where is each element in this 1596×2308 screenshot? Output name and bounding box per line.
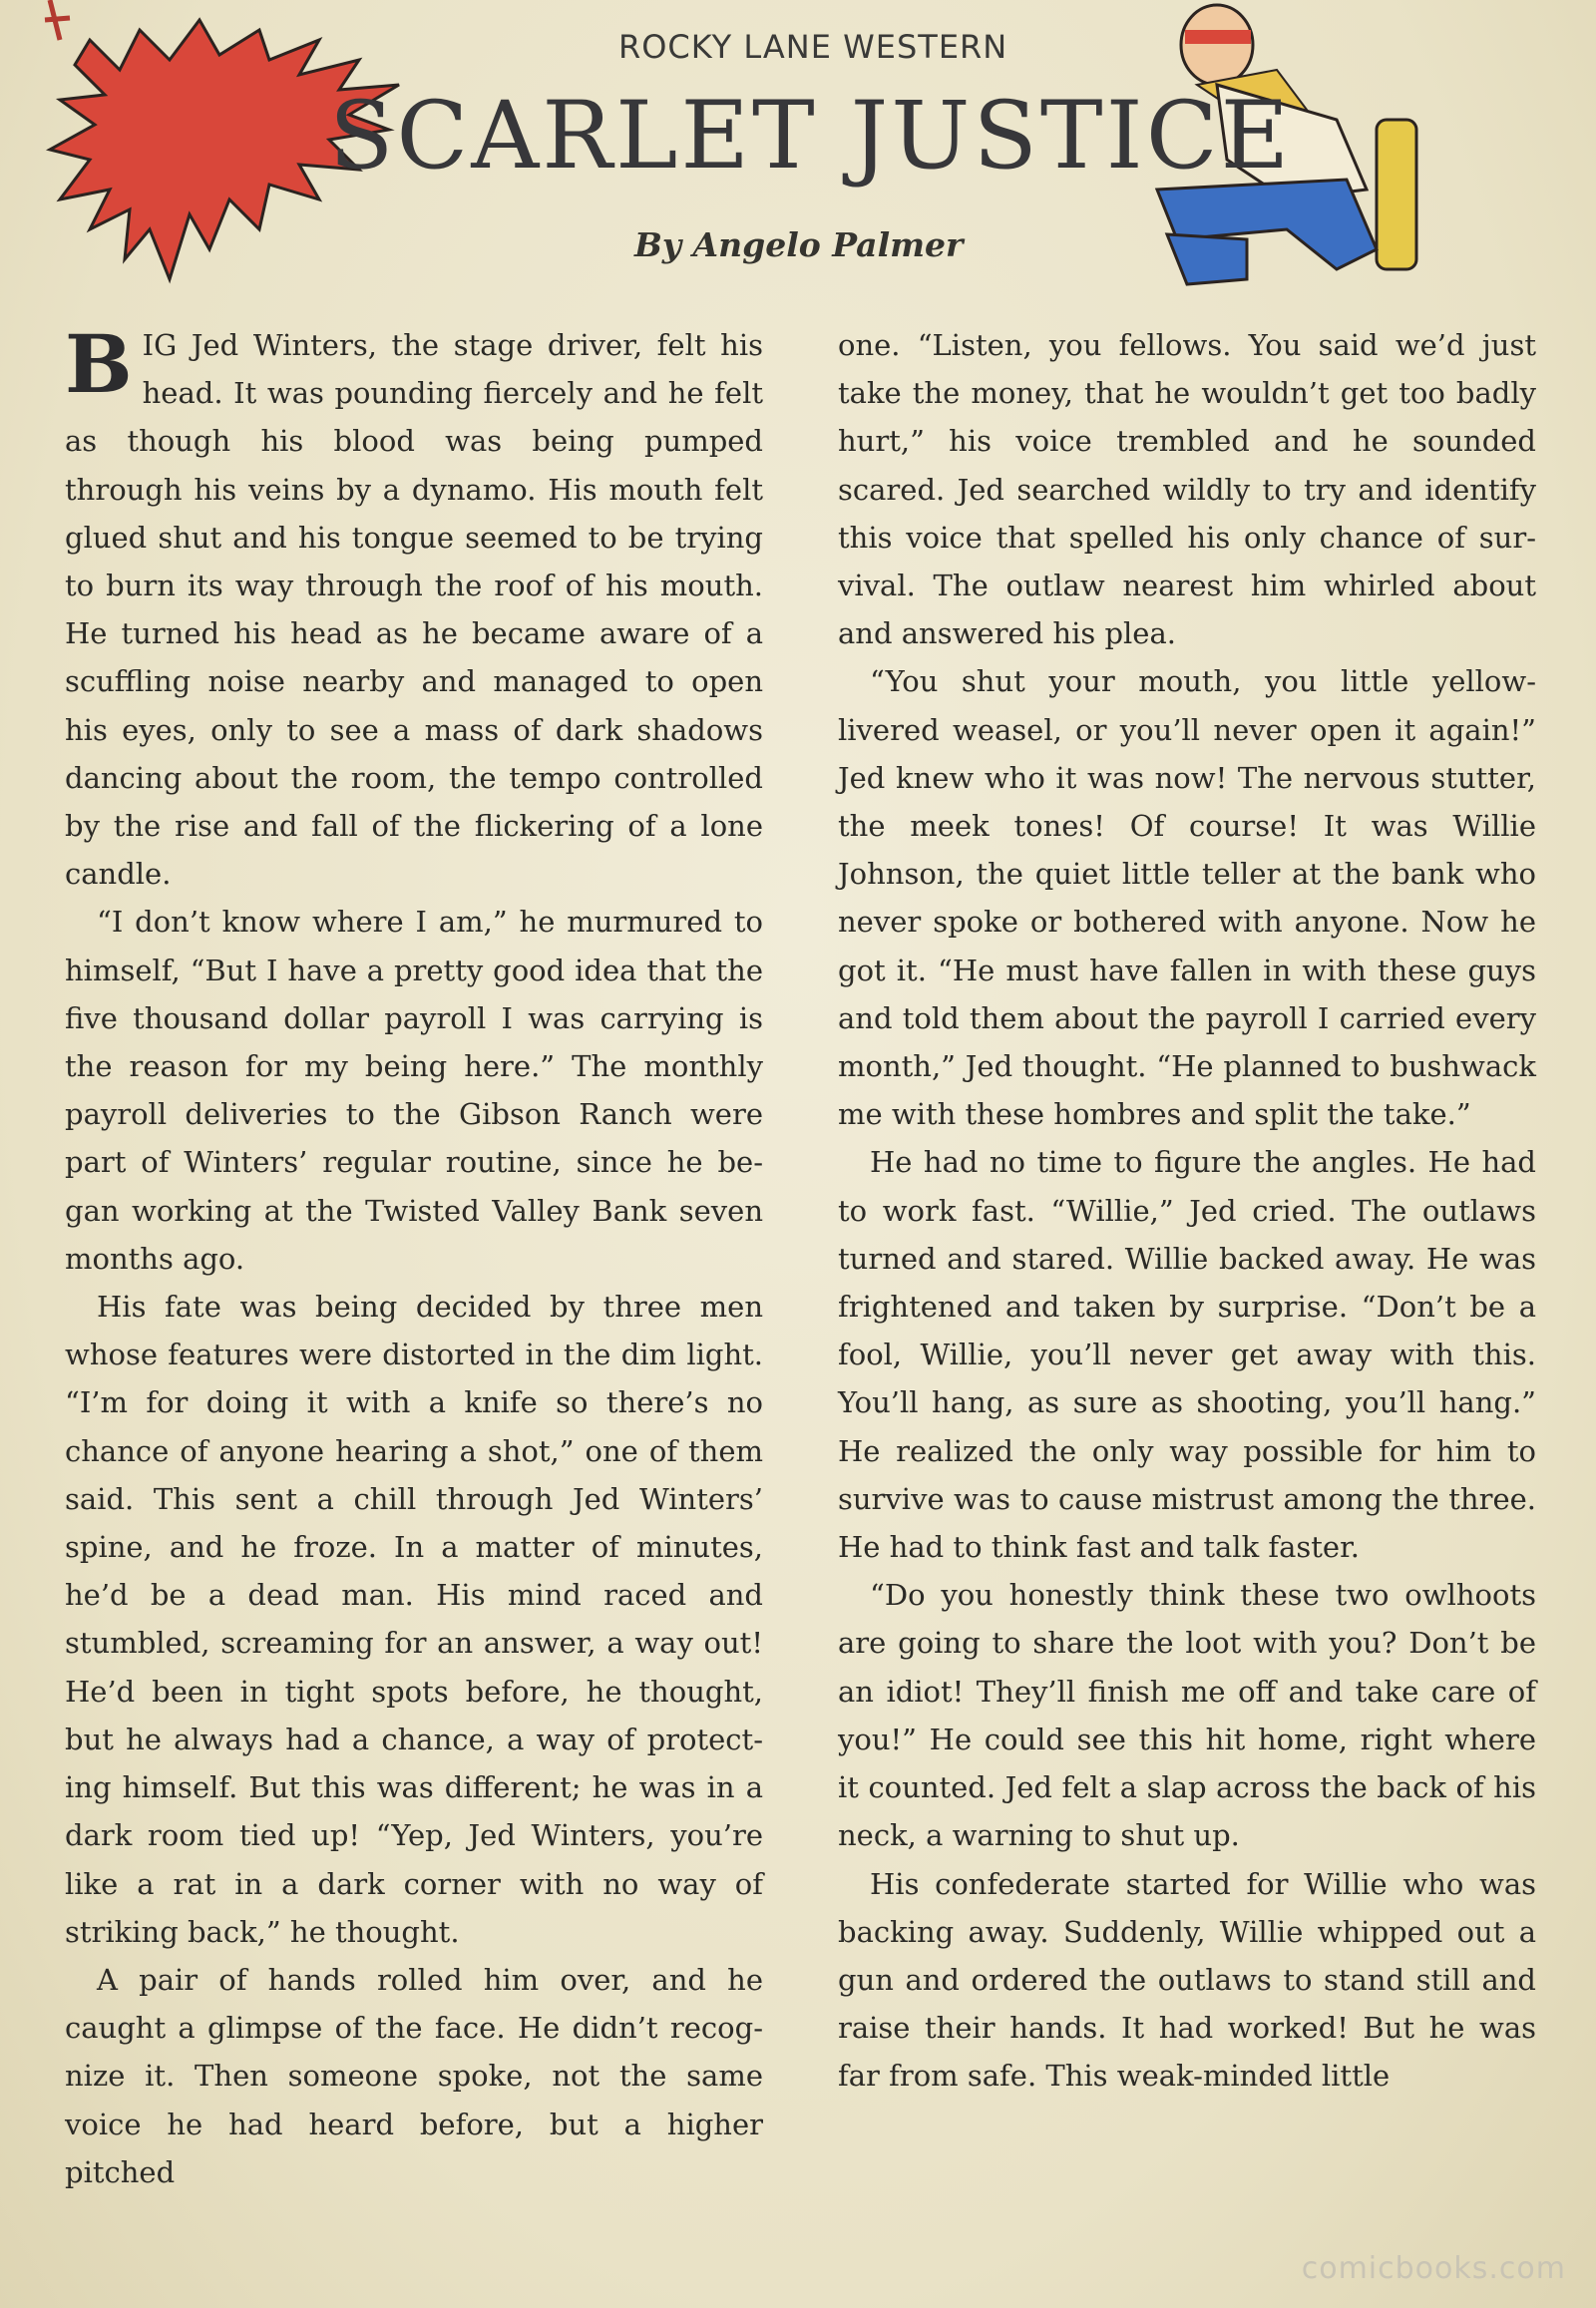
paragraph: “You shut your mouth, you little yellow-livered weasel, or you’ll never open it again!” Jed knew who it was now! The nervous stutter, the meek tones! Of course! It was Willie Johnson, the quiet little teller at the bank who never spoke or bothered with anyone. Now he got it. “He must have fallen in with these guys and told them about the payroll I carried every month,” Jed thought. “He planned to bushwack me with these hombres and split the take.” [838,664,1536,1132]
story-title: SCARLET JUSTICE [329,82,1293,191]
paragraph: His confederate started for Willie who was backing away. Suddenly, Willie whipped out a gun and ordered the outlaws to stand still and raise their hands. It had worked! But he was far from safe. This weak-minded little [838,1866,1536,2094]
paragraph: His fate was being decided by three men whose features were distorted in the dim light. “I’m for doing it with a knife so there’s no chance of anyone hearing a shot,” one of them said. This sent a chill through Jed Winters’ spine, and he froze. In a matter of minutes, he’d be a dead man. His mind raced and stumbled, screaming for an answer, a way out! He’d been in tight spots before, he thought, but he always had a chance, a way of protecting himself. But this was different; he was in a dark room tied up! “Yep, Jed Winters, you’re like a rat in a dark corner with no way of striking back,” he thought. [65,1290,763,1949]
paragraph: one. “Listen, you fellows. You said we’d just take the money, that he wouldn’t get too badly hurt,” his voice trembled and he sounded scared. Jed searched wildly to try and identify this voice that spelled his only chance of survival. The outlaw nearest him whirled about and answered his plea. [838,328,1536,651]
paragraph: He had no time to figure the angles. He had to work fast. “Willie,” Jed cried. The outlaws turned and stared. Willie backed away. He was frightened and taken by surprise. “Don’t be a fool, Willie, you’ll never get away with this. You’ll hang, as sure as shooting, you’ll hang.” He realized the only way possible for him to survive was to cause mistrust among the three. He had to think fast and talk faster. [838,1145,1536,1565]
drop-cap: B [65,317,133,411]
left-column [65,317,763,2196]
byline: By Angelo Palmer [634,225,964,264]
paragraph [65,317,763,898]
paragraph: A pair of hands rolled him over, and he caught a glimpse of the face. He didn’t recognize it. Then someone spoke, not the same voice he had heard before, but a higher pitched [65,1962,763,2189]
watermark: comicbooks.com [1301,2251,1566,2286]
paragraph: “Do you honestly think these two owlhoots are going to share the loot with you? Don’t be an idiot! They’ll finish me off and take care of you!” He could see this hit home, right where it counted. Jed felt a slap across the back of his neck, a warning to shut up. [838,1578,1536,1853]
paragraph: “I don’t know where I am,” he murmured to himself, “But I have a pretty good idea that the five thousand dollar payroll I was carrying is the reason for my being here.” The monthly payroll deliveries to the Gibson Ranch were part of Winters’ regular routine, since he began working at the Twisted Valley Bank seven months ago. [65,905,763,1276]
right-column [838,321,1536,2101]
series-title: ROCKY LANE WESTERN [618,28,1008,66]
paragraph-text: IG Jed Winters, the stage driver, felt his head. It was pounding fiercely and he felt as though his blood was being pumped through his veins by a dynamo. His mouth felt glued shut and his tongue seemed to be trying to burn its way through the roof of his mouth. He turned his head as he became aware of a scuffling noise nearby and managed to open his eyes, only to see a mass of dark shadows dancing about the room, the tempo controlled by the rise and fall of the flickering of a lone candle. [65,328,763,892]
